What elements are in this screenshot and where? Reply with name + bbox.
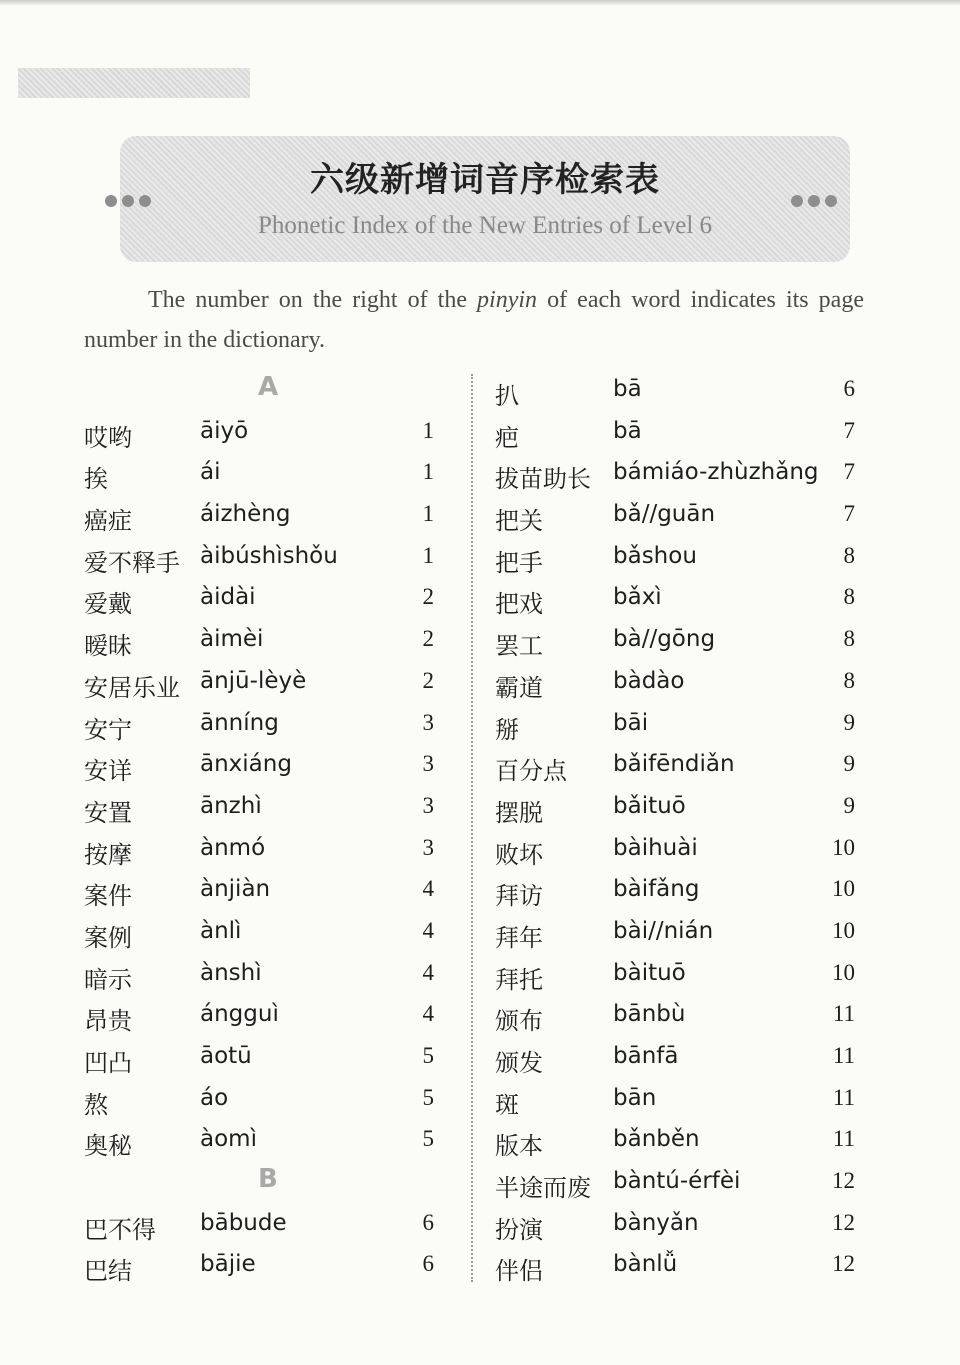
word-pinyin: bànyǎn [613,1209,699,1236]
intro-text-before: The number on the right of the [148,287,478,313]
word-pinyin: bǎ//guān [613,501,716,528]
word-pinyin: bǎituō [613,792,686,819]
index-entry-row [84,954,434,996]
word-pinyin: ànmó [200,834,266,861]
word-chinese: 安宁 [84,715,132,744]
index-entry-row [495,995,855,1037]
intro-text-after: of each word indicates its page number in the dictionary. [84,287,864,353]
index-entry-row [84,1204,434,1246]
word-chinese: 把关 [495,507,543,536]
index-entry-row [84,995,434,1037]
word-chinese: 昂贵 [84,1007,132,1036]
page-number: 1 [422,542,434,568]
word-pinyin: àomì [200,1126,257,1153]
page-number: 12 [832,1209,855,1235]
word-pinyin: áo [200,1084,229,1111]
word-chinese: 巴结 [84,1257,132,1286]
word-chinese: 斑 [495,1090,519,1119]
page-number: 3 [422,709,434,735]
word-chinese: 挨 [84,465,108,494]
page-number: 1 [422,501,434,527]
page-top-edge [0,0,960,6]
page-number: 7 [843,459,855,485]
index-entry-row [495,912,855,954]
index-entry-row [495,1120,855,1162]
page-number: 10 [832,876,855,902]
word-chinese: 拜年 [495,923,543,952]
word-pinyin: bámiáo-zhùzhǎng [613,459,819,486]
word-pinyin: ànshì [200,959,262,986]
index-entry-row [495,704,855,746]
word-pinyin: bàihuài [613,834,698,861]
index-entry-row [495,1204,855,1246]
index-column-right [495,370,855,1287]
page-number: 6 [422,1251,434,1277]
word-chinese: 把戏 [495,590,543,619]
word-chinese: 罢工 [495,632,543,661]
page-number: 9 [843,751,855,777]
word-pinyin: bābude [200,1209,287,1236]
page-number: 11 [832,1043,855,1068]
word-chinese: 伴侣 [495,1257,543,1286]
page-number: 12 [832,1251,855,1277]
word-chinese: 案例 [84,923,132,952]
page-number: 8 [843,584,855,610]
index-entry-row [84,1245,434,1287]
page-number: 5 [422,1043,434,1068]
page-number: 7 [843,501,855,527]
word-pinyin: bǎxì [613,584,662,611]
index-entry-row [495,578,855,620]
corner-texture-mark [18,68,250,98]
page-number: 4 [422,876,434,902]
page-number: 1 [422,417,434,443]
index-entry-row [84,1037,434,1079]
page-number: 1 [422,459,434,485]
letter-heading: A [258,372,279,402]
index-entry-row [84,912,434,954]
index-entry-row [495,370,855,412]
page-number: 5 [422,1084,434,1110]
word-pinyin: bànlǚ [613,1251,678,1278]
index-entry-row [495,829,855,871]
page-number: 8 [843,667,855,693]
intro-paragraph [84,280,864,360]
word-pinyin: àibúshìshǒu [200,542,338,569]
index-entry-row [495,662,855,704]
index-entry-row [84,453,434,495]
page-number: 11 [832,1126,855,1152]
word-pinyin: bàntú-érfèi [613,1168,741,1195]
word-chinese: 颁发 [495,1049,543,1077]
index-entry-row [84,620,434,662]
word-chinese: 奥秘 [84,1132,132,1161]
letter-heading-row [84,370,434,412]
word-pinyin: ānjū-lèyè [200,667,307,694]
intro-emphasis: pinyin [477,287,538,313]
page-number: 4 [422,1001,434,1027]
page-number: 10 [832,834,855,860]
index-entry-row [495,412,855,454]
index-entry-row [84,1120,434,1162]
word-chinese: 熬 [84,1090,108,1119]
index-entry-row [84,662,434,704]
index-entry-row [84,412,434,454]
word-chinese: 摆脱 [495,798,543,827]
word-chinese: 把手 [495,548,543,577]
word-pinyin: bānbù [613,1001,686,1028]
page-number: 8 [843,542,855,568]
letter-heading: B [258,1164,278,1195]
index-entry-row [495,1037,855,1079]
word-chinese: 败坏 [495,840,543,869]
word-pinyin: bā [613,376,642,402]
word-pinyin: āiyō [200,417,249,444]
page-number: 8 [843,626,855,652]
word-pinyin: bàituō [613,959,686,986]
word-chinese: 暗示 [84,965,132,994]
word-pinyin: àimèi [200,626,264,653]
page-number: 10 [832,917,855,943]
page-number: 2 [422,667,434,693]
word-pinyin: bǎnběn [613,1126,700,1153]
word-chinese: 拜访 [495,882,543,911]
index-entry-row [495,1079,855,1121]
page-number: 3 [422,792,434,818]
page-number: 6 [422,1209,434,1235]
word-chinese: 疤 [495,423,519,452]
word-pinyin: bǎshou [613,542,697,569]
word-chinese: 霸道 [495,673,543,702]
word-chinese: 案件 [84,882,132,911]
index-entry-row [84,704,434,746]
word-pinyin: bàdào [613,667,685,694]
page-number: 9 [843,709,855,735]
word-chinese: 哎哟 [84,423,132,452]
index-entry-row [495,787,855,829]
page-number: 11 [832,1001,855,1027]
page-number: 12 [832,1168,855,1194]
page-subtitle: Phonetic Index of the New Entries of Level 6 [257,212,713,239]
word-chinese: 半途而废 [495,1174,591,1203]
word-pinyin: bāi [613,709,649,736]
word-chinese: 颁布 [495,1007,543,1036]
word-chinese: 拔苗助长 [495,465,591,494]
column-divider [471,374,473,1282]
word-pinyin: ángguì [200,1001,279,1028]
index-entry-row [84,1079,434,1121]
word-chinese: 癌症 [84,507,132,536]
word-chinese: 爱戴 [84,590,132,619]
word-pinyin: ānníng [200,709,279,736]
word-pinyin: ānxiáng [200,751,292,778]
word-chinese: 扒 [495,382,519,410]
page-number: 11 [832,1084,855,1110]
word-pinyin: bān [613,1084,657,1111]
page-number: 2 [422,584,434,610]
word-chinese: 掰 [495,715,519,744]
index-entry-row [84,829,434,871]
index-entry-row [495,954,855,996]
index-column-left [84,370,434,1287]
index-entry-row [84,787,434,829]
word-pinyin: bà//gōng [613,626,716,653]
index-entry-row [495,870,855,912]
word-pinyin: āotū [200,1043,252,1069]
word-chinese: 百分点 [495,757,567,786]
page-number: 3 [422,834,434,860]
index-entry-row [495,1162,855,1204]
word-pinyin: ànjiàn [200,876,271,903]
index-entry-row [495,745,855,787]
word-chinese: 安置 [84,798,132,827]
page-number: 9 [843,792,855,818]
word-chinese: 巴不得 [84,1215,156,1244]
index-entry-row [495,1245,855,1287]
word-pinyin: bājie [200,1251,256,1278]
page-number: 10 [832,959,855,985]
word-chinese: 安详 [84,757,132,786]
index-entry-row [84,870,434,912]
word-pinyin: àidài [200,584,256,611]
letter-heading-row [84,1162,434,1204]
page-number: 6 [843,376,855,401]
word-pinyin: bānfā [613,1043,679,1069]
index-entry-row [84,537,434,579]
page-title: 六级新增词音序检索表 [310,160,660,200]
index-entry-row [84,495,434,537]
index-entry-row [495,620,855,662]
page-number: 4 [422,959,434,985]
word-pinyin: bàifǎng [613,876,700,903]
index-entry-row [495,537,855,579]
page-number: 7 [843,417,855,443]
word-chinese: 爱不释手 [84,548,180,577]
page-number: 5 [422,1126,434,1152]
page-number: 3 [422,751,434,777]
word-pinyin: áizhèng [200,501,291,528]
word-chinese: 扮演 [495,1215,543,1244]
page-number: 4 [422,917,434,943]
index-entry-row [495,495,855,537]
word-chinese: 按摩 [84,840,132,869]
page-number: 2 [422,626,434,652]
word-pinyin: bā [613,417,642,444]
index-entry-row [84,745,434,787]
word-chinese: 拜托 [495,965,543,994]
word-chinese: 暧昧 [84,632,132,661]
word-chinese: 版本 [495,1132,543,1161]
word-pinyin: ái [200,459,221,486]
index-entry-row [495,453,855,495]
word-pinyin: bài//nián [613,917,714,944]
index-entry-row [84,578,434,620]
word-pinyin: bǎifēndiǎn [613,751,735,778]
word-chinese: 凹凸 [84,1049,132,1077]
word-pinyin: ānzhì [200,792,262,819]
word-pinyin: ànlì [200,917,242,944]
word-chinese: 安居乐业 [84,673,180,702]
